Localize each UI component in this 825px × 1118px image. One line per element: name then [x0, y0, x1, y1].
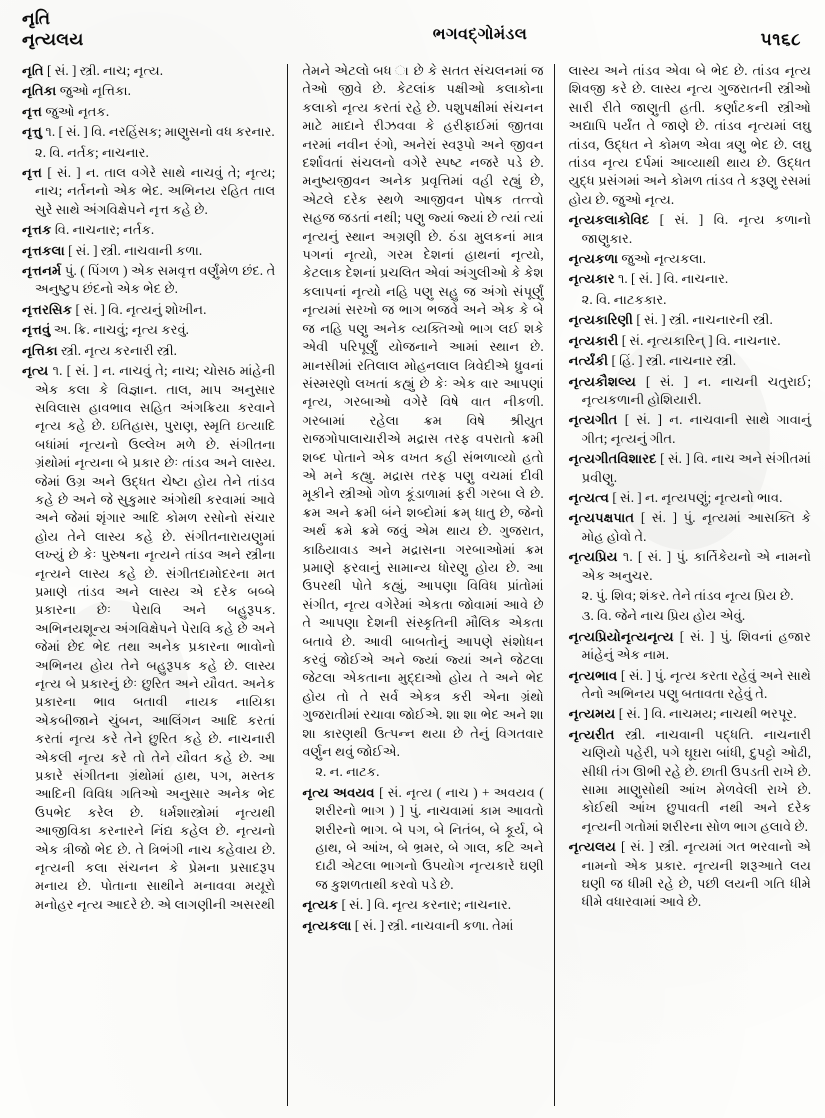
entry-headword: નૃત્ય	[22, 363, 49, 379]
entry-continuation	[22, 144, 275, 162]
dictionary-entry	[22, 342, 275, 360]
dictionary-entry	[569, 667, 811, 704]
running-head	[0, 0, 825, 60]
dictionary-entry	[569, 628, 811, 665]
entry-definition: [ સં. ] વિ. નૃત્યનું શોખીન.	[72, 301, 207, 317]
dictionary-entry	[569, 838, 811, 912]
entry-definition: [ સં. ] ન. નૃત્યપણું; નૃત્યનો ભાવ.	[609, 489, 783, 505]
entry-definition: [ સં. ] સ્ત્રી. નાચનારની સ્ત્રી.	[633, 312, 773, 328]
entry-definition: [ સં. ] સ્ત્રી. નૃત્યમાં ગત ભરવાનો એ નામનો એક પ્રકાર. નૃત્યની શરૂઆતે લય ઘણી જ ધીમી રહે છે, પછી લયની ગતિ ધીમે ધીમે વધારવામાં આવે છે.	[581, 839, 811, 910]
entry-headword: નૃત્યકારી	[568, 332, 619, 348]
entry-definition: સ્ત્રી. નૃત્ય કરનારી સ્ત્રી.	[57, 342, 177, 358]
entry-definition: ૨. વિ. નાટકકાર.	[581, 291, 667, 307]
dictionary-entry	[569, 332, 811, 350]
entry-headword: નૃત્ત	[22, 103, 43, 119]
entry-definition: જુઓ નૃત્યકલા.	[618, 251, 706, 267]
entry-definition: [ સં. ] ન. નાચવાની સાથે ગાવાનું ગીત; નૃત્યનું ગીત.	[581, 412, 811, 446]
entry-definition: જુઓ નૃત્તિકા.	[56, 83, 131, 99]
entry-headword: નૃત્ય અવયવ	[302, 784, 375, 800]
entry-definition: લાસ્ય અને તાંડવ એવા બે ભેદ છે. તાંડવ નૃત્ય શિવજી કરે છે. લાસ્ય નૃત્ય ગુજરાતની સ્ત્રીઓ સારી રીતે જાણુતી હતી. કર્ણાટકની સ્ત્રીઓ અદ્યાપિ પર્યંત તે જાણે છે. તાંડવ નૃત્યમાં લઘુ તાંડવ, ઉદ્ધત ને કોમળ એવા ત્રણુ ભેદ છે. લઘુ તાંડવ નૃત્ય દર્પમાં આવ્યાથી થાય છે. ઉદ્ધત યુદ્ધ પ્રસંગમાં અને કોમળ તાંડવ તે કરૂણુ રસમાં હોય છે. જુઓ નૃત્ય.	[568, 63, 811, 207]
running-head-guidewords	[22, 8, 252, 50]
dictionary-entry	[302, 917, 543, 935]
entry-definition: [ સં. ] ન. નાચની ચતુરાઈ; નૃત્યકળાની હોશિયારી.	[581, 373, 811, 407]
dictionary-entry	[22, 301, 275, 319]
dictionary-entry	[22, 242, 275, 260]
entry-headword: નૃત્યકલાકોવિદ	[568, 212, 650, 228]
entry-headword: નૃત્યપ્રિયોનૃત્યનૃત્ય	[568, 628, 674, 644]
entry-headword: નૃતિ	[22, 63, 44, 78]
dictionary-entry	[569, 726, 811, 836]
entry-definition: [ સં. ] વિ. નૃત્ય કરનાર; નાચનાર.	[338, 897, 512, 913]
entry-headword: નૃત્યમય	[568, 706, 616, 722]
dictionary-entry	[22, 362, 275, 914]
entry-headword: નૃત્તિકા	[22, 342, 58, 358]
entry-definition: વિ. નાચનાર; નર્તક.	[51, 222, 155, 238]
entry-headword: નર્ત્યંકી	[568, 353, 609, 369]
entry-definition: [ સં. ] સ્ત્રી. નાચવાની કળા. તેમાં	[351, 917, 514, 933]
entry-definition: જુઓ નૃતક.	[42, 103, 110, 119]
text-column-3	[555, 62, 825, 1112]
dictionary-entry	[569, 450, 811, 487]
entry-definition: [ સં. ] વિ. નાચ અને સંગીતમાં પ્રવીણુ.	[581, 451, 811, 485]
entry-headword: નૃત્તરસિક	[22, 301, 73, 317]
entry-definition: ૩. વિ. જેને નાચ પ્રિય હોય એવું.	[581, 608, 746, 624]
text-column-1	[0, 62, 287, 1112]
entry-definition: ૧. [ સં. ] વિ. નાચનાર.	[614, 271, 729, 287]
entry-headword: નૃત્યગીત	[568, 412, 618, 428]
entry-definition: ૨. પું. શિવ; શંકર. તેને તાંડવ નૃત્ય પ્રિય છે.	[581, 587, 794, 603]
guideword-last: નૃત્યલય	[22, 30, 84, 49]
entry-definition: [ સં. ] સ્ત્રી. નાચ; નૃત્ય.	[43, 63, 164, 78]
dictionary-entry	[569, 311, 811, 329]
book-title: ભગવદ્ગોમંડલ	[432, 26, 528, 43]
dictionary-entry	[22, 221, 275, 239]
entry-headword: નૃત્તકલા	[22, 242, 65, 258]
dictionary-entry	[22, 62, 275, 80]
dictionary-entry	[22, 164, 275, 219]
dictionary-entry	[569, 489, 811, 507]
dictionary-entry	[569, 352, 811, 370]
entry-continuation	[302, 62, 543, 761]
entry-definition: તેમને એટલો બધ ા છે કે સતત સંચલનમાં જ તેઓ જીવે છે. કેટલાંક પક્ષીઓ કલાકોના કલાકો નૃત્ય કરતાં રહે છે. પશુપક્ષીમાં સંચનન માટે માદાને રીઝવવા કે હરીફાઈમાં જીતવા નરમાં નવીન રંગો, અનેરાં સ્વરૂપો અને જીવન દર્શાવતાં સંચલનો વગેરે સ્પષ્ટ નજરે પડે છે. મનુષ્યજીવન અનેક પ્રવૃત્તિમાં વહી રહ્યું છે, એટલે દરેક સ્થળે આજીવન પોષક તત્ત્વો સહજ જડતાં નથી; પણુ જ્યાં જ્યાં છે ત્યાં ત્યાં નૃત્યનું સ્થાન અગ્રણી છે. ઠંડા મુલકનાં માત્ર પગનાં નૃત્યો, ગરમ દેશનાં હાથનાં નૃત્યો, કેટલાક દેશનાં પ્રચલિત એવાં અંગુલીઓ કે કેશ કલાપનાં નૃત્યો નહિ પણુ સહુ જ અંગો સંપૂર્ણું નૃત્યમાં સરખો જ ભાગ ભજવે અને એક કે બે જ નહિ પણુ અનેક વ્યક્તિઓ ભાગ લઈ શકે એવી પરિપૂર્ણું યોજનાને આમાં સ્થાન છે. માનસીમાં રતિલાલ મોહનલાલ ત્રિવેદીએ ધ્રુવનાં સંસ્મરણો લખતાં કહ્યું છે કેઃ એક વાર આપણાં નૃત્ય, ગરબાઓ વગેરે વિષે વાત નીકળી. ગરબામાં રહેલા ક્રમ વિષે શ્રીયુત રાજગોપાલાચારીએ મદ્રાસ તરફ વપરાતો ક્રમી શબ્દ પોતાને એક વખત કહી સંભળાવ્યો હતો એ મને કહ્યુ. મદ્રાસ તરફ પણુ વચમાં દીવી મૂકીને સ્ત્રીઓ ગોળ કૂંડાળામાં ફરી ગરબા લે છે. ક્રમ અને ક્રમી બંને શબ્દોમાં ક્રમ્ ધાતુ છે, જેનો અર્થ ક્રમે ક્રમે જવું એમ થાય છે. ગુજરાત, કાઠિયાવાડ અને મદ્રાસના ગરબાઓમાં ક્રમ પ્રમાણે ફરવાનું સામાન્ય ધોરણુ હોય છે. આ ઉપરથી પોતે કહ્યું, આપણા વિવિધ પ્રાંતોમાં સંગીત, નૃત્ય વગેરેમાં એકતા જોવામાં આવે છે તે આપણા દેશની સંસ્કૃતિની મૌલિક એકતા બતાવે છે. આવી બાબતોનું આપણે સંશોધન કરવું જોઈએ અને જ્યાં જ્યાં અને જેટલા જેટલા એકતાના મુદ્દાઓ હોય તે અને ભેદ હોય તો તે સર્વ એકત્ર કરી એના ગ્રંથો ગુજરાતીમાં રચાવા જોઈએ. શા શા ભેદ અને શા શા કારણથી ઉત્પન્ન થયા છે તેનું વિગતવાર વર્ણુન થવું જોઈએ.	[302, 63, 544, 760]
dictionary-entry	[569, 211, 811, 248]
text-column-2	[288, 62, 553, 1112]
entry-continuation	[569, 62, 811, 209]
page-number: ૫૧૬૮	[760, 30, 801, 49]
dictionary-entry	[22, 262, 275, 299]
entry-definition: [ સં. નૃત્યકારિન્ ] વિ. નાચનાર.	[618, 332, 781, 348]
entry-headword: નૃત્યભાવ	[568, 667, 618, 683]
entry-headword: નૃત્તનર્મ	[22, 263, 62, 279]
entry-headword: નૃત્યગીતવિશારદ	[568, 451, 657, 467]
entry-continuation	[569, 291, 811, 309]
dictionary-entry	[569, 411, 811, 448]
entry-definition: [ સં. ] પું. નૃત્ય કરતા રહેવું અને સાથે તેનો અભિનય પણુ બતાવતા રહેવું તે.	[581, 667, 811, 701]
entry-headword: નૃત્તક	[22, 222, 52, 238]
entry-definition: [ સં. ] ન. તાલ વગેરે સાથે નાચવું તે; નૃત્ય; નાચ; નર્તનનો એક ભેદ. અભિનય રહિત તાલ સુરે સાથે અંગવિક્ષેપને નૃત્ત કહે છે.	[35, 165, 276, 217]
entry-definition: [ સં. નૃત્ય ( નાચ ) + અવયવ ( શરીરનો ભાગ ) ] પું. નાચવામાં કામ આવતો શરીરનો ભાગ. બે પગ, બે નિતંબ, બે કૂર્ય, બે હાથ, બે આંખ, બે ભ્રમર, બે ગાલ, કટિ અને દાઢી એટલા ભાગનો ઉપયોગ નૃત્યકારે ઘણી જ કુશળતાથી કરવો પડે છે.	[315, 784, 544, 892]
dictionary-entry	[569, 270, 811, 288]
entry-headword: નૃત્તવું	[22, 322, 51, 338]
entry-definition: ૧. [ સં. ] વિ. નરહિંસક; માણુસનો વધ કરનાર.	[42, 124, 275, 140]
dictionary-entry	[569, 509, 811, 546]
dictionary-entry	[22, 82, 275, 100]
dictionary-entry	[569, 250, 811, 268]
entry-headword: નૃત્યપક્ષપાત	[568, 510, 635, 526]
entry-definition: [ સં. ] સ્ત્રી. નાચવાની કળા.	[64, 242, 203, 258]
entry-definition: [ સં. ] વિ. નૃત્ય કળાનો જાણુકાર.	[581, 212, 811, 246]
dictionary-entry	[22, 321, 275, 339]
entry-definition: ૧. [ સં. ] ન. નાચવું તે; નાચ; ચોસઠ માંહેની એક કલા કે વિજ્ઞાન. તાલ, માપ અનુસાર સવિલાસ હાવભાવ સહિત અંગક્રિયા કરવાને નૃત્ય કહે છે. ઇતિહાસ, પુરાણ, સ્મૃતિ ઇત્યાદિ બધાંમાં નૃત્યનો ઉલ્લેખ મળે છે. સંગીતના ગ્રંથોમાં નૃત્યના બે પ્રકાર છેઃ તાંડવ અને લાસ્ય. જેમાં ઉગ્ર અને ઉદ્ધત ચેષ્ટા હોય તેને તાંડવ કહે છે અને જે સુકુમાર અંગોથી કરવામાં આવે અને જેમાં શૃંગાર આદિ કોમળ રસોનો સંચાર હોય તેને લાસ્ય કહે છે. સંગીતનારાયણુમાં લખ્યું છે કેઃ પુરુષના નૃત્યને તાંડવ અને સ્ત્રીના નૃત્યને લાસ્ય કહે છે. સંગીતદામોદરના મત પ્રમાણે તાંડવ અને લાસ્ય એ દરેક બબ્બે પ્રકારના છેઃ પેરાવિ અને બહુરૂપક. અભિનયશૂન્ય અંગવિક્ષેપને પેરાવિ કહે છે અને જેમાં છેદ ભેદ તથા અનેક પ્રકારના ભાવોનો અભિનય હોય તેને બહુરૂપક કહે છે. લાસ્ય નૃત્ય બે પ્રકારનું છેઃ છુરિત અને યૌવત. અનેક પ્રકારના ભાવ બતાવી નાયક નાયિકા એકબીજાને ચુંબન, આલિંગન આદિ કરતાં કરતાં નૃત્ય કરે તેને છુરિત કહે છે. નાચનારી એકલી નૃત્ય કરે તો તેને યૌવત કહે છે. આ પ્રકારે સંગીતના ગ્રંથોમાં હાથ, પગ, મસ્તક આદિની વિવિધ ગતિઓ અનુસાર અનેક ભેદ ઉપભેદ કરેલ છે. ધર્મશાસ્ત્રોમાં નૃત્યથી આજીવિકા કરનારને નિંદ્ય કહેલ છે. નૃત્યનો એક ત્રીજો ભેદ છે. તે ત્રિભંગી નાચ કહેવાય છે. નૃત્યની કલા સંચનન કે પ્રેમના પ્રસાદરૂપ મનાય છે. પોતાના સાથીને મનાવવા મયૂરો મનોહર નૃત્ય આદરે છે. એ લાગણીની અસરથી	[35, 363, 276, 912]
entry-headword: નૃત્યકલા	[302, 917, 352, 933]
dictionary-entry	[569, 373, 811, 410]
dictionary-entry	[302, 784, 543, 894]
dictionary-entry	[22, 123, 275, 141]
entry-headword: નૃત્યક	[302, 897, 339, 913]
entry-definition: ૨. ન. નાટક.	[315, 764, 380, 780]
entry-definition: ૨. વિ. નર્તક; નાચનાર.	[35, 144, 149, 160]
dictionary-entry	[22, 103, 275, 121]
entry-definition: અ. ક્રિ. નાચવું; નૃત્ય કરવું.	[50, 322, 189, 338]
dictionary-entry	[569, 548, 811, 585]
entry-definition: સ્ત્રી. નાચવાની પદ્ધતિ. નાચનારી ચણિયો પહેરી, પગે ઘૂઘરા બાંધી, દુપટ્ટો ઓઢી, સીધી તંગ ઊભી રહે છે. છાતી ઉપડતી રાખે છે. સામા માણુસોથી આંખ મેળવેલી રાખે છે. કોઈથી આંખ છુપાવતી નથી અને દરેક નૃત્યની ગતોમાં શરીરના સોળ ભાગ હલાવે છે.	[581, 726, 811, 834]
dictionary-entry	[302, 896, 543, 914]
page-columns	[0, 62, 825, 1112]
entry-continuation	[569, 607, 811, 625]
entry-continuation	[569, 587, 811, 605]
entry-definition: પું. ( પિંગળ ) એક સમવૃત્ત વર્ણુંમેળ છંદ. તે અનુષ્ટુપ છંદનો એક ભેદ છે.	[35, 263, 276, 297]
entry-headword: નૃત્યલય	[568, 839, 617, 855]
entry-headword: નૃત્તુ	[22, 124, 43, 140]
dictionary-entry	[569, 705, 811, 723]
entry-definition: [ હિં. ] સ્ત્રી. નાચનાર સ્ત્રી.	[608, 353, 737, 369]
entry-headword: નૃત્ત	[22, 165, 43, 181]
entry-headword: નૃત્યકળા	[568, 251, 619, 267]
entry-headword: નૃત્યકૌશલ્ય	[568, 373, 637, 389]
guideword-first: નૃતિ	[22, 9, 51, 28]
entry-headword: નૃત્યરીત	[568, 726, 615, 742]
entry-headword: નૃત્યકારિણી	[568, 312, 634, 328]
entry-definition: [ સં. ] વિ. નાચમય; નાચથી ભરપૂર.	[615, 706, 797, 722]
entry-headword: નૃત્યપ્રિય	[568, 549, 618, 565]
entry-definition: [ સં. ] પું. શિવનાં હજાર માંહેનું એક નામ.	[581, 628, 811, 663]
entry-continuation	[302, 763, 543, 781]
entry-headword: નૃતિકા	[22, 83, 57, 99]
entry-headword: નૃત્યત્વ	[568, 489, 610, 505]
entry-headword: નૃત્યકાર	[568, 271, 615, 287]
entry-definition: ૧. [ સં. ] પું. કાર્તિકેયનો એ નામનો એક અનુચર.	[581, 549, 811, 583]
entry-definition: [ સં. ] પું. નૃત્યમાં આસક્તિ કે મોહ હોવો તે.	[581, 510, 811, 544]
